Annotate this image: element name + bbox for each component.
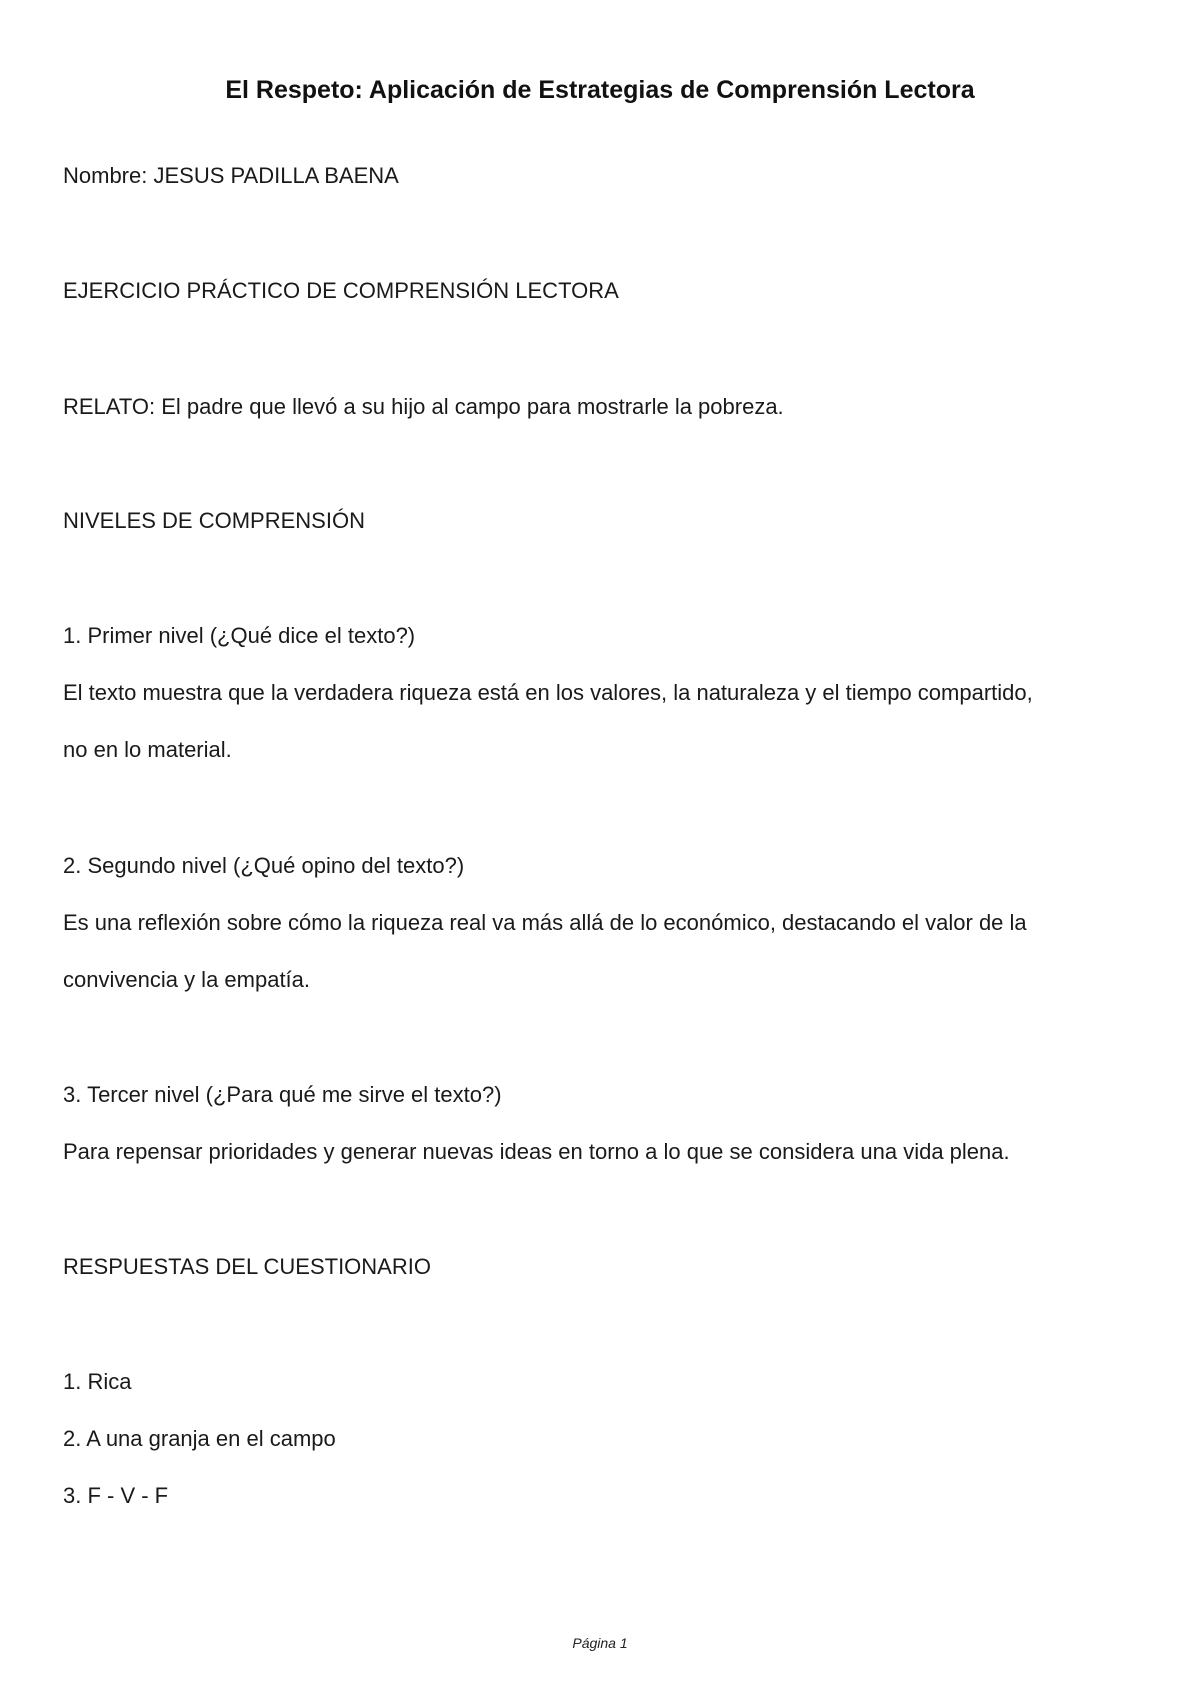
- answers-heading: RESPUESTAS DEL CUESTIONARIO: [63, 1254, 431, 1279]
- student-name: Nombre: JESUS PADILLA BAENA: [63, 163, 399, 188]
- answer-3: 3. F - V - F: [63, 1483, 169, 1508]
- exercise-heading: EJERCICIO PRÁCTICO DE COMPRENSIÓN LECTORA: [63, 278, 619, 303]
- level-3-heading: 3. Tercer nivel (¿Para qué me sirve el texto?): [63, 1082, 502, 1107]
- level-2-text-line-1: Es una reflexión sobre cómo la riqueza real va más allá de lo económico, destacando el valor de la: [63, 910, 1027, 935]
- level-1-heading: 1. Primer nivel (¿Qué dice el texto?): [63, 623, 416, 648]
- answer-1: 1. Rica: [63, 1369, 132, 1394]
- level-1-text-line-1: El texto muestra que la verdadera riqueza está en los valores, la naturaleza y el tiempo compartido,: [63, 680, 1033, 705]
- levels-heading: NIVELES DE COMPRENSIÓN: [63, 508, 365, 533]
- answer-2: 2. A una granja en el campo: [63, 1426, 336, 1451]
- level-2-text-line-2: convivencia y la empatía.: [63, 967, 311, 992]
- page-number: Página 1: [572, 1635, 628, 1651]
- document-title: El Respeto: Aplicación de Estrategias de Comprensión Lectora: [225, 76, 975, 104]
- level-3-text-line-1: Para repensar prioridades y generar nuevas ideas en torno a lo que se considera una vida plena.: [63, 1139, 1010, 1164]
- level-2-heading: 2. Segundo nivel (¿Qué opino del texto?): [63, 853, 465, 878]
- story-title: RELATO: El padre que llevó a su hijo al campo para mostrarle la pobreza.: [63, 394, 784, 419]
- level-1-text-line-2: no en lo material.: [63, 737, 232, 762]
